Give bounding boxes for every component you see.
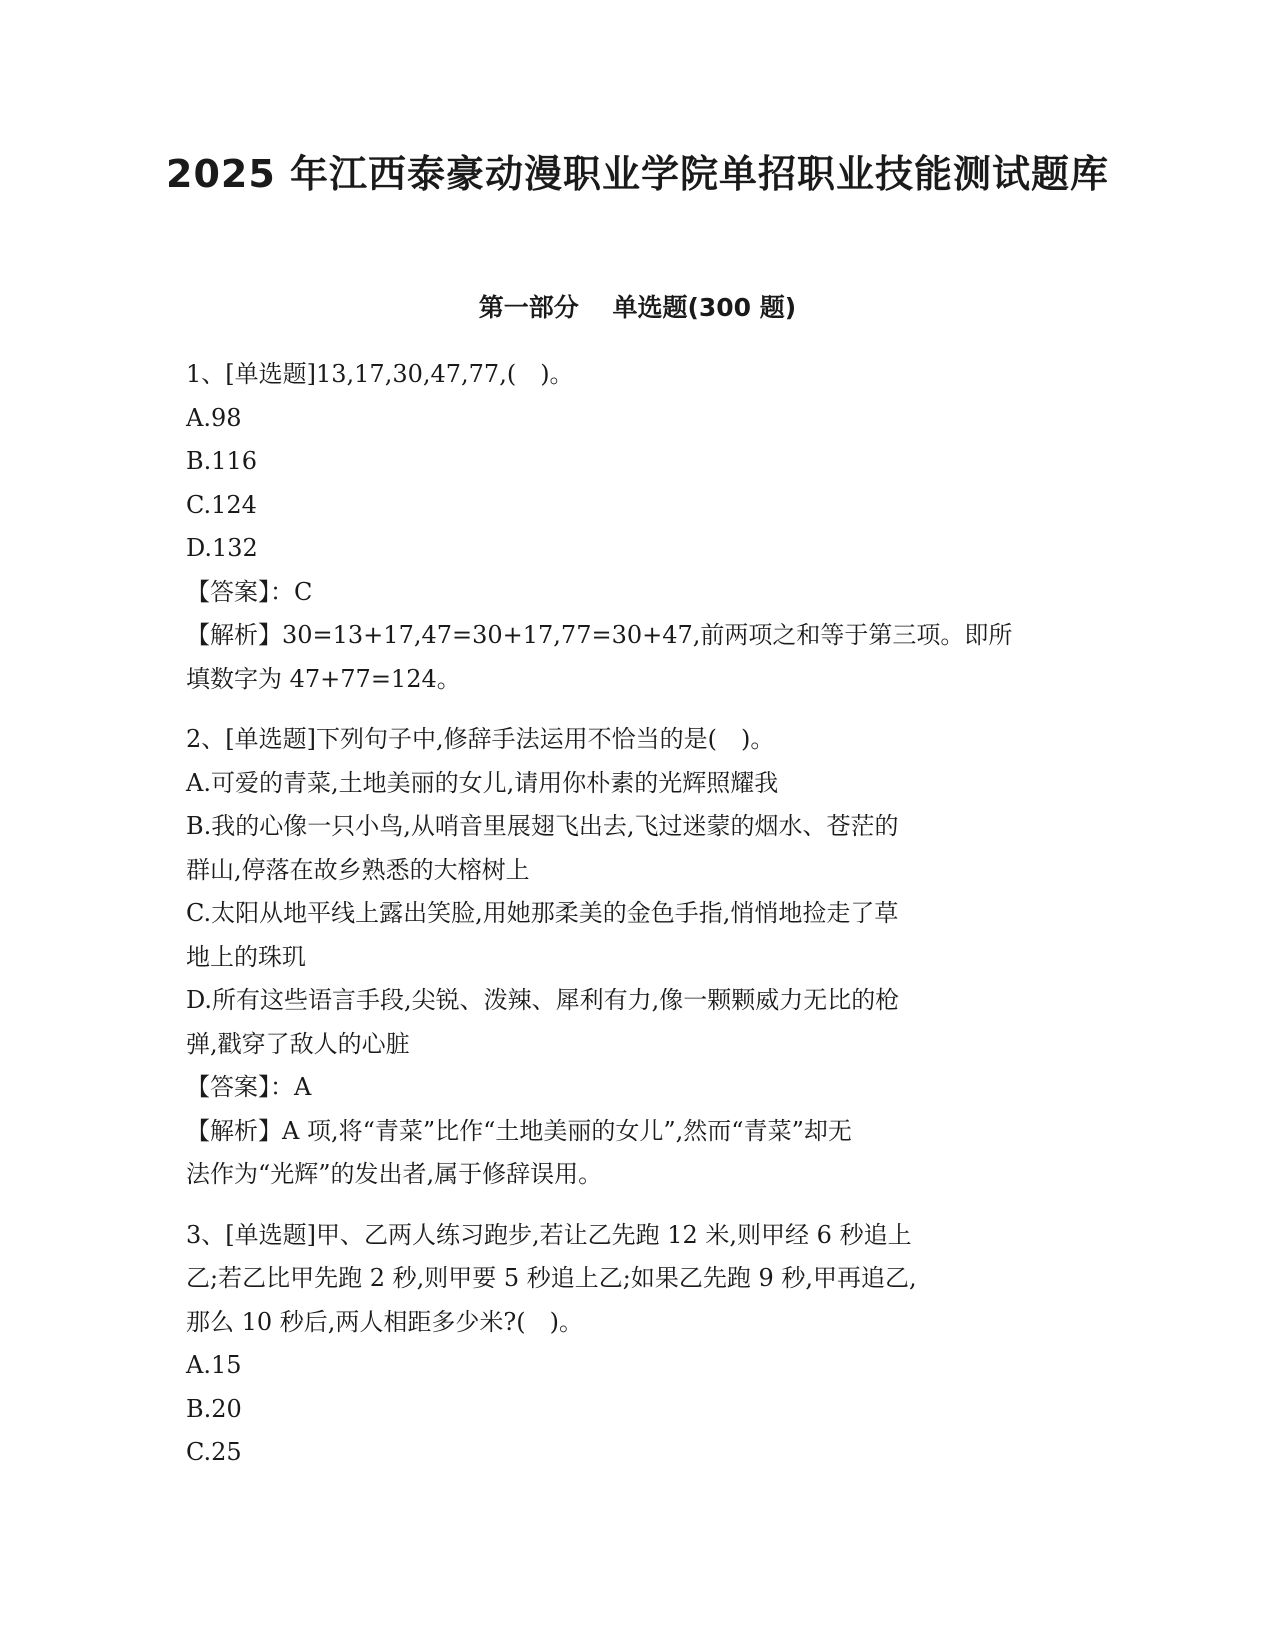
question-2 [186,718,1086,1197]
analysis-line: 填数字为 47+77=124。 [186,664,461,693]
question-stem: 3、[单选题]甲、乙两人练习跑步,若让乙先跑 12 米,则甲经 6 秒追上 [186,1220,912,1249]
option-b: B.116 [186,447,258,475]
document-title: 2025 年江西泰豪动漫职业学院单招职业技能测试题库 [166,152,1109,196]
option-d: D.所有这些语言手段,尖锐、泼辣、犀利有力,像一颗颗威力无比的枪 [186,986,900,1014]
option-c: C.124 [186,490,257,519]
option-b: B.20 [186,1394,242,1423]
option-b-continued: 群山,停落在故乡熟悉的大榕树上 [186,855,530,884]
answer: 【答案】：A [186,1073,312,1101]
option-a: A.15 [186,1351,242,1379]
question-stem: 1、[单选题]13,17,30,47,77,( )。 [186,360,574,388]
question-stem-continued: 那么 10 秒后,两人相距多少米?( )。 [186,1307,584,1336]
analysis-line: 【解析】A 项,将“青菜”比作“土地美丽的女儿”,然而“青菜”却无 [186,1116,852,1145]
analysis-line: 法作为“光辉”的发出者,属于修辞误用。 [186,1160,603,1188]
option-c-continued: 地上的珠玑 [186,942,306,971]
question-stem-continued: 乙;若乙比甲先跑 2 秒,则甲要 5 秒追上乙;如果乙先跑 9 秒,甲再追乙, [186,1264,917,1292]
question-1 [186,353,1086,701]
question-list [186,353,1086,1492]
option-c: C.太阳从地平线上露出笑脸,用她那柔美的金色手指,悄悄地捡走了草 [186,899,899,927]
option-a: A.98 [186,403,242,432]
question-3 [186,1214,1086,1475]
option-c: C.25 [186,1438,242,1466]
option-d-continued: 弹,戳穿了敌人的心脏 [186,1029,410,1058]
option-d: D.132 [186,534,258,562]
answer: 【答案】：C [186,577,313,606]
question-stem: 2、[单选题]下列句子中,修辞手法运用不恰当的是( )。 [186,725,775,753]
option-b: B.我的心像一只小鸟,从哨音里展翅飞出去,飞过迷蒙的烟水、苍茫的 [186,812,899,840]
analysis-line: 【解析】30=13+17,47=30+17,77=30+47,前两项之和等于第三项。即所 [186,621,1013,649]
option-a: A.可爱的青菜,土地美丽的女儿,请用你朴素的光辉照耀我 [186,768,779,797]
section-title: 第一部分 单选题(300 题) [478,293,797,322]
